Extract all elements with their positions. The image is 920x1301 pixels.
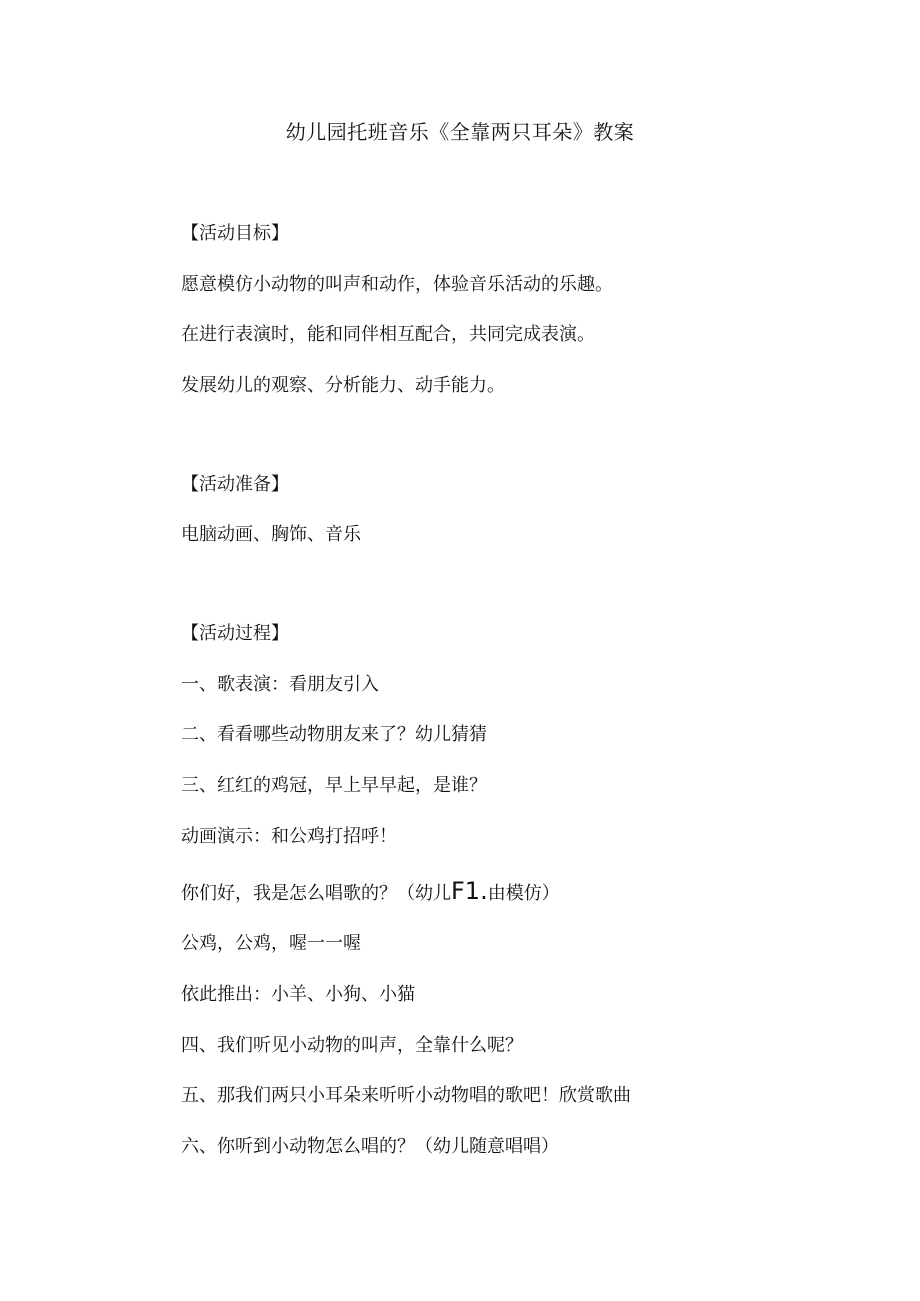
process-line-4: 动画演示：和公鸡打招呼！ (181, 826, 397, 847)
section-heading-process: 【活动过程】 (181, 623, 289, 644)
process-line-9: 五、那我们两只小耳朵来听听小动物唱的歌吧！欣赏歌曲 (181, 1085, 631, 1106)
section-heading-preparation: 【活动准备】 (181, 474, 289, 495)
preparation-line-1: 电脑动画、胸饰、音乐 (181, 524, 361, 545)
process-line-5-part-2: F1. (451, 877, 488, 905)
process-line-8: 四、我们听见小动物的叫声，全靠什么呢？ (181, 1035, 523, 1056)
process-line-3: 三、红红的鸡冠，早上早早起，是谁？ (181, 775, 487, 796)
goal-line-1: 愿意模仿小动物的叫声和动作，体验音乐活动的乐趣。 (181, 274, 613, 295)
process-line-5 (181, 876, 560, 909)
process-line-5-part-1: 你们好，我是怎么唱歌的？（幼儿 (181, 883, 451, 904)
goal-line-3: 发展幼儿的观察、分析能力、动手能力。 (181, 375, 505, 396)
document-title: 幼儿园托班音乐《全靠两只耳朵》教案 (285, 120, 635, 144)
goal-line-2: 在进行表演时，能和同伴相互配合，共同完成表演。 (181, 324, 595, 345)
process-line-2: 二、看看哪些动物朋友来了？幼儿猜猜 (181, 724, 487, 745)
process-line-5-part-3: 由模仿） (487, 883, 560, 904)
process-line-6: 公鸡，公鸡，喔一一喔 (181, 933, 361, 954)
process-line-1: 一、歌表演：看朋友引入 (181, 674, 379, 695)
section-heading-goals: 【活动目标】 (181, 223, 289, 244)
process-line-7: 依此推出：小羊、小狗、小猫 (181, 984, 415, 1005)
process-line-10: 六、你听到小动物怎么唱的？（幼儿随意唱唱） (181, 1136, 559, 1157)
